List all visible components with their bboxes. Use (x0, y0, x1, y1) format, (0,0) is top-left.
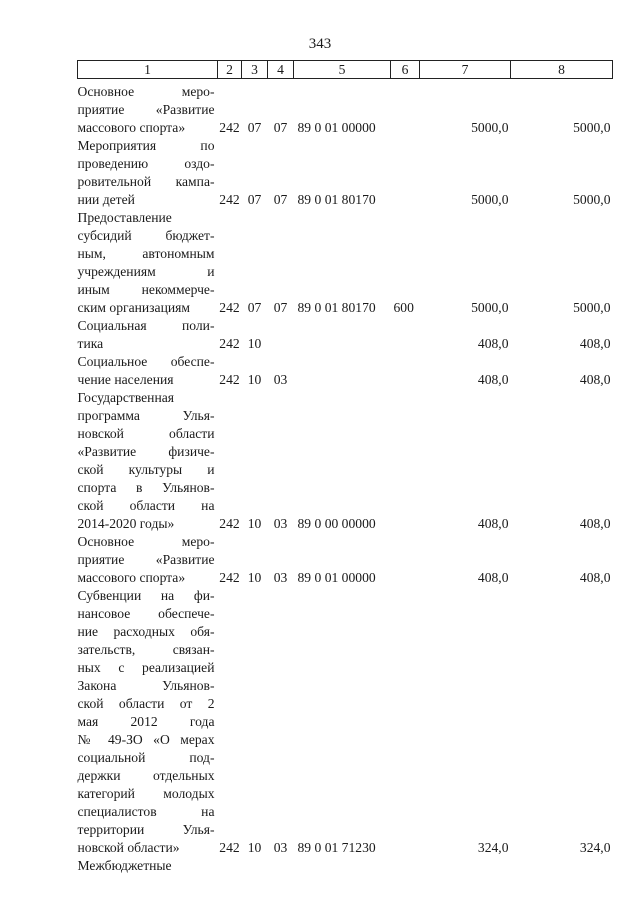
table-row (78, 83, 613, 137)
amount-cell-8: 324,0 (579, 840, 611, 855)
page-number: 343 (308, 36, 332, 52)
header-cell-6: 6 (391, 61, 420, 79)
header-cell-1: 1 (78, 61, 218, 79)
amount-cell-7: 5000,0 (471, 120, 509, 135)
name-cell (78, 317, 218, 353)
budget-table (77, 60, 613, 875)
amount-cell-7: 5000,0 (471, 192, 509, 207)
amount-cell-7: 408,0 (477, 372, 509, 387)
code-cell (294, 317, 391, 353)
col-2-cell: 242 (219, 192, 240, 207)
table-row (78, 317, 613, 353)
col-6-cell (391, 389, 420, 533)
name-line: массового спорта» (77, 120, 186, 135)
name-line: территории Улья- (77, 822, 215, 837)
name-line: Социальное обеспе- (77, 354, 215, 369)
code-cell: 89 0 01 00000 (297, 570, 376, 585)
amount-cell-7: 408,0 (477, 516, 509, 531)
col-6-cell (391, 353, 420, 389)
col-6-cell (391, 857, 420, 875)
amount-cell-7: 408,0 (477, 336, 509, 351)
code-cell: 89 0 01 00000 (297, 120, 376, 135)
col-6-cell (391, 533, 420, 587)
name-line: учреждениям и (77, 264, 215, 279)
name-line: ской культуры и (77, 462, 215, 477)
col-3-cell: 10 (247, 570, 262, 585)
name-line: субсидий бюджет- (77, 228, 215, 243)
name-line: ской области на (77, 498, 215, 513)
col-2-cell (218, 857, 242, 875)
name-line: Мероприятия по (77, 138, 215, 153)
name-line: ским организациям (77, 300, 190, 315)
name-line: Межбюджетные (77, 858, 172, 873)
name-line: приятие «Развитие (77, 552, 215, 567)
col-4-cell: 07 (273, 192, 288, 207)
amount-cell-8: 408,0 (579, 336, 611, 351)
col-2-cell: 242 (219, 336, 240, 351)
col-2-cell: 242 (219, 840, 240, 855)
name-line: новской области» (77, 840, 180, 855)
col-3-cell: 10 (247, 336, 262, 351)
name-cell (78, 83, 218, 137)
col-3-cell (242, 857, 268, 875)
amount-cell-8: 5000,0 (573, 300, 611, 315)
name-line: тика (77, 336, 104, 351)
table-row (78, 389, 613, 533)
name-line: категорий молодых (77, 786, 215, 801)
col-4-cell (268, 857, 294, 875)
amount-cell-7: 408,0 (477, 570, 509, 585)
name-cell (78, 209, 218, 317)
col-2-cell: 242 (219, 300, 240, 315)
name-line: нии детей (77, 192, 135, 207)
code-cell (294, 857, 391, 875)
name-line: новской области (77, 426, 215, 441)
name-cell (78, 137, 218, 209)
table-row (78, 857, 613, 875)
name-line: нансовое обеспече- (77, 606, 215, 621)
col-3-cell: 10 (247, 840, 262, 855)
code-cell: 89 0 01 71230 (297, 840, 376, 855)
header-cell-2: 2 (218, 61, 242, 79)
name-line: программа Улья- (77, 408, 215, 423)
col-4-cell: 07 (273, 120, 288, 135)
col-3-cell: 07 (247, 192, 262, 207)
amount-cell-7 (420, 857, 511, 875)
code-cell: 89 0 01 80170 (297, 300, 376, 315)
name-line: Субвенции на фи- (77, 588, 215, 603)
name-line: ровительной кампа- (77, 174, 215, 189)
name-cell (78, 389, 218, 533)
name-line: массового спорта» (77, 570, 186, 585)
table-row (78, 137, 613, 209)
name-line: «Развитие физиче- (77, 444, 215, 459)
table-header-row (78, 61, 613, 79)
col-6-cell (391, 83, 420, 137)
name-line: мая 2012 года (77, 714, 215, 729)
name-line: зательств, связан- (77, 642, 215, 657)
name-line: социальной под- (77, 750, 215, 765)
name-line: проведению оздо- (77, 156, 215, 171)
col-4-cell: 03 (273, 372, 288, 387)
name-line: Государственная (77, 390, 175, 405)
col-2-cell: 242 (219, 120, 240, 135)
header-cell-8: 8 (511, 61, 613, 79)
col-2-cell: 242 (219, 570, 240, 585)
code-cell: 89 0 01 80170 (297, 192, 376, 207)
name-line: специалистов на (77, 804, 215, 819)
col-4-cell: 03 (273, 516, 288, 531)
header-cell-5: 5 (294, 61, 391, 79)
code-cell (294, 353, 391, 389)
table-row (78, 533, 613, 587)
name-cell (78, 353, 218, 389)
name-cell (78, 587, 218, 857)
name-line: Социальная поли- (77, 318, 215, 333)
header-cell-7: 7 (420, 61, 511, 79)
col-3-cell: 07 (247, 120, 262, 135)
col-4-cell: 07 (273, 300, 288, 315)
code-cell: 89 0 00 00000 (297, 516, 376, 531)
name-line: держки отдельных (77, 768, 215, 783)
amount-cell-7: 324,0 (477, 840, 509, 855)
header-cell-3: 3 (242, 61, 268, 79)
name-line: Закона Ульянов- (77, 678, 215, 693)
name-line: Предоставление (77, 210, 172, 225)
col-3-cell: 10 (247, 516, 262, 531)
name-line: ской области от 2 (77, 696, 215, 711)
col-2-cell: 242 (219, 372, 240, 387)
col-4-cell: 03 (273, 840, 288, 855)
table-row (78, 587, 613, 857)
col-6-cell: 600 (393, 300, 414, 315)
amount-cell-7: 5000,0 (471, 300, 509, 315)
col-4-cell: 03 (273, 570, 288, 585)
col-6-cell (391, 317, 420, 353)
amount-cell-8 (511, 857, 613, 875)
amount-cell-8: 5000,0 (573, 192, 611, 207)
col-6-cell (391, 587, 420, 857)
table-row (78, 209, 613, 317)
name-line: чение населения (77, 372, 174, 387)
name-line: № 49-ЗО «О мерах (77, 732, 215, 747)
name-line: 2014-2020 годы» (77, 516, 175, 531)
name-line: иным некоммерче- (77, 282, 215, 297)
amount-cell-8: 408,0 (579, 372, 611, 387)
name-line: Основное меро- (77, 534, 215, 549)
name-line: спорта в Ульянов- (77, 480, 215, 495)
col-3-cell: 07 (247, 300, 262, 315)
amount-cell-8: 5000,0 (573, 120, 611, 135)
name-line: ных с реализацией (77, 660, 215, 675)
amount-cell-8: 408,0 (579, 516, 611, 531)
name-cell (78, 857, 218, 875)
name-line: ние расходных обя- (77, 624, 215, 639)
col-6-cell (391, 137, 420, 209)
name-line: ным, автономным (77, 246, 215, 261)
table-row (78, 353, 613, 389)
col-4-cell (268, 317, 294, 353)
amount-cell-8: 408,0 (579, 570, 611, 585)
col-3-cell: 10 (247, 372, 262, 387)
name-line: Основное меро- (77, 84, 215, 99)
name-line: приятие «Развитие (77, 102, 215, 117)
name-cell (78, 533, 218, 587)
col-2-cell: 242 (219, 516, 240, 531)
header-cell-4: 4 (268, 61, 294, 79)
